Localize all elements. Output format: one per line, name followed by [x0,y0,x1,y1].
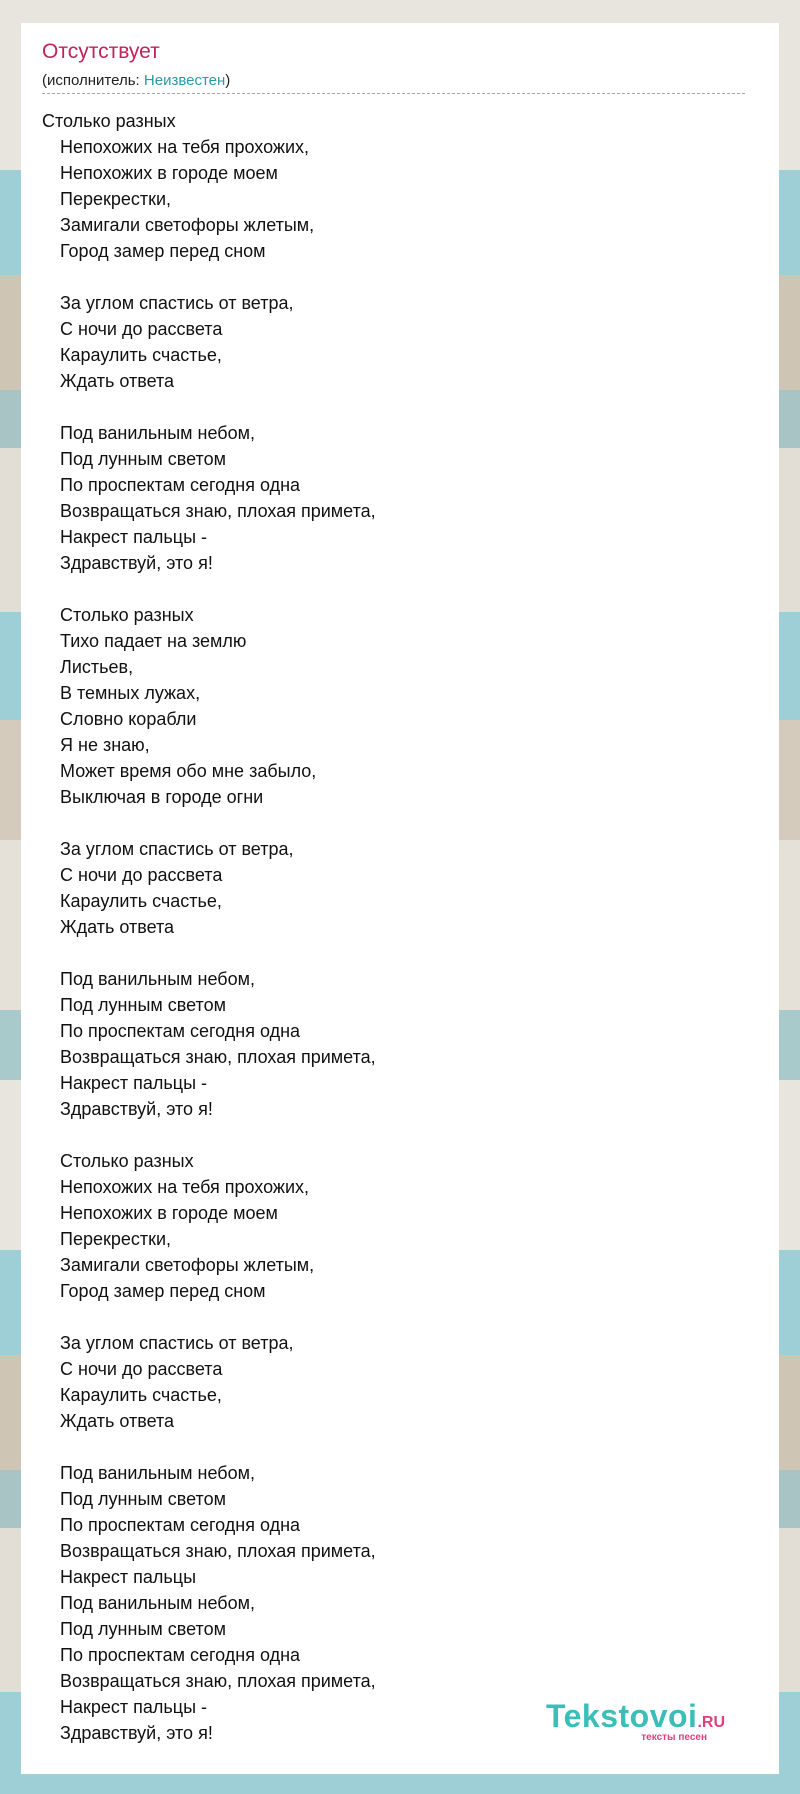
lyrics-line: Тихо падает на землю [60,631,247,651]
lyrics-line: Замигали светофоры жлетым, [60,215,315,235]
lyrics-line: Словно корабли [60,709,197,729]
lyrics-line: Может время обо мне забыло, [60,761,317,781]
lyrics-blank-line [42,1122,742,1148]
lyrics-line: За углом спастись от ветра, [60,293,294,313]
lyrics-line: По проспектам сегодня одна [60,1645,301,1665]
lyrics-line: Ждать ответа [60,371,175,391]
lyrics-line: Ждать ответа [60,1411,175,1431]
logo-wordmark: Tekstovoi [545,1698,698,1734]
lyrics-line: Здравствуй, это я! [60,1099,213,1119]
lyrics-line: С ночи до рассвета [60,865,223,885]
lyrics-blank-line [42,1434,742,1460]
lyrics-blank-line [42,576,742,602]
lyrics-line: По проспектам сегодня одна [60,475,301,495]
lyrics-line: Перекрестки, [60,1229,172,1249]
lyrics-line: Столько разных [42,111,176,131]
lyrics-line: Непохожих на тебя прохожих, [60,137,310,157]
lyrics-text [42,108,742,1746]
lyrics-line: Возвращаться знаю, плохая примета, [60,501,376,521]
lyrics-line: Здравствуй, это я! [60,1723,213,1743]
performer-line: (исполнитель: Неизвестен) [42,72,231,89]
lyrics-line: Ждать ответа [60,917,175,937]
lyrics-blank-line [42,394,742,420]
lyrics-line: Листьев, [60,657,134,677]
lyrics-line: Я не знаю, [60,735,150,755]
lyrics-line: Возвращаться знаю, плохая примета, [60,1541,376,1561]
lyrics-line: Караулить счастье, [60,891,222,911]
lyrics-line: Здравствуй, это я! [60,553,213,573]
lyrics-line: Караулить счастье, [60,1385,222,1405]
logo-tagline: тексты песен [641,1732,707,1743]
lyrics-line: Город замер перед сном [60,241,266,261]
lyrics-line: За углом спастись от ветра, [60,1333,294,1353]
lyrics-line: В темных лужах, [60,683,201,703]
lyrics-line: Выключая в городе огни [60,787,264,807]
lyrics-line: Город замер перед сном [60,1281,266,1301]
lyrics-line: Под лунным светом [60,1619,226,1639]
lyrics-line: С ночи до рассвета [60,319,223,339]
site-logo[interactable] [546,1700,725,1743]
lyrics-line: Под ванильным небом, [60,969,256,989]
lyrics-line: Непохожих в городе моем [60,1203,278,1223]
lyrics-line: Под ванильным небом, [60,1463,256,1483]
logo-tld: .RU [697,1714,725,1731]
lyrics-line: Непохожих в городе моем [60,163,278,183]
lyrics-line: Караулить счастье, [60,345,222,365]
lyrics-line: Накрест пальцы [60,1567,197,1587]
lyrics-line: Накрест пальцы - [60,1073,208,1093]
lyrics-line: Под ванильным небом, [60,423,256,443]
lyrics-blank-line [42,264,742,290]
lyrics-blank-line [42,810,742,836]
song-title: Отсутствует [42,40,160,63]
artist-link[interactable]: Неизвестен [143,72,226,89]
lyrics-line: По проспектам сегодня одна [60,1515,301,1535]
lyrics-line: Возвращаться знаю, плохая примета, [60,1671,376,1691]
lyrics-line: Столько разных [60,605,194,625]
lyrics-line: Непохожих на тебя прохожих, [60,1177,310,1197]
lyrics-line: За углом спастись от ветра, [60,839,294,859]
lyrics-line: Под лунным светом [60,449,226,469]
lyrics-line: По проспектам сегодня одна [60,1021,301,1041]
lyrics-line: С ночи до рассвета [60,1359,223,1379]
lyrics-line: Перекрестки, [60,189,172,209]
lyrics-line: Возвращаться знаю, плохая примета, [60,1047,376,1067]
lyrics-line: Столько разных [60,1151,194,1171]
lyrics-card [21,23,779,1774]
lyrics-line: Под ванильным небом, [60,1593,256,1613]
lyrics-line: Замигали светофоры жлетым, [60,1255,315,1275]
lyrics-line: Накрест пальцы - [60,1697,208,1717]
lyrics-line: Под лунным светом [60,995,226,1015]
lyrics-line: Накрест пальцы - [60,527,208,547]
dashed-divider [42,93,745,94]
lyrics-line: Под лунным светом [60,1489,226,1509]
lyrics-blank-line [42,1304,742,1330]
performer-label: исполнитель: [47,72,140,89]
lyrics-blank-line [42,940,742,966]
